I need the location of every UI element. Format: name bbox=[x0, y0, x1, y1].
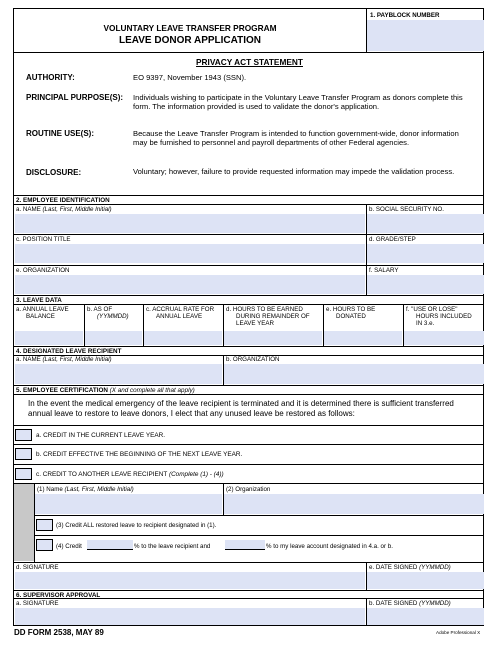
rule bbox=[14, 483, 483, 484]
annual-leave-balance-field[interactable] bbox=[15, 331, 83, 345]
privacy-bottom-rule bbox=[14, 195, 483, 196]
c4-recipient-percent-field[interactable] bbox=[87, 540, 133, 550]
employee-signature-field[interactable] bbox=[15, 572, 365, 589]
supervisor-date-field[interactable] bbox=[367, 608, 484, 625]
privacy-act-heading: PRIVACY ACT STATEMENT bbox=[196, 57, 303, 67]
ssn-field[interactable] bbox=[367, 214, 484, 233]
salary-field[interactable] bbox=[367, 275, 484, 294]
rule bbox=[14, 590, 483, 591]
ssn-label: b. SOCIAL SECURITY NO. bbox=[369, 206, 444, 213]
rule bbox=[14, 234, 483, 235]
section-3-heading: 3. LEAVE DATA bbox=[16, 297, 62, 304]
c-divider bbox=[34, 515, 483, 516]
rule bbox=[14, 346, 483, 347]
as-of-label: b. AS OF (YYMMDD) bbox=[87, 306, 129, 320]
c-divider bbox=[34, 535, 483, 536]
c4-own-account-label: % to my leave account designated in 4.a. or b. bbox=[266, 543, 393, 550]
option-c-checkbox[interactable] bbox=[15, 468, 32, 480]
c4-checkbox[interactable] bbox=[36, 539, 53, 551]
c1-name-label: (1) Name (Last, First, Middle Initial) bbox=[37, 486, 134, 493]
rule bbox=[14, 265, 483, 266]
disclosure-label: DISCLOSURE: bbox=[26, 168, 82, 177]
leave-donor-form bbox=[13, 8, 484, 626]
rule bbox=[14, 464, 483, 465]
c2-org-field[interactable] bbox=[224, 494, 484, 514]
recipient-name-field[interactable] bbox=[15, 364, 222, 384]
rule bbox=[14, 295, 483, 296]
section-4-heading: 4. DESIGNATED LEAVE RECIPIENT bbox=[16, 348, 122, 355]
hours-donated-field[interactable] bbox=[324, 331, 402, 345]
purpose-label: PRINCIPAL PURPOSE(S): bbox=[26, 93, 124, 102]
certification-statement: In the event the medical emergency of the leave recipient is terminated and it is determined there is sufficient transferred annual leave to restore to leave donors, I elect that any unused leave be restored as follows: bbox=[28, 399, 454, 418]
routine-use-text: Because the Leave Transfer Program is intended to function government-wide, donor information may be furnished to personnel and payroll departments of other Federal agencies. bbox=[133, 129, 459, 147]
position-title-field[interactable] bbox=[15, 244, 365, 263]
rule bbox=[14, 425, 483, 426]
option-a-label: a. CREDIT IN THE CURRENT LEAVE YEAR. bbox=[36, 432, 166, 439]
software-note: Adobe Professional X bbox=[436, 630, 481, 635]
disclosure-text: Voluntary; however, failure to provide requested information may impede the validation process. bbox=[133, 167, 455, 176]
accrual-rate-field[interactable] bbox=[144, 331, 222, 345]
c3-label: (3) Credit ALL restored leave to recipient designated in (1). bbox=[56, 522, 217, 529]
option-b-label: b. CREDIT EFFECTIVE THE BEGINNING OF THE NEXT LEAVE YEAR. bbox=[36, 451, 243, 458]
rule bbox=[14, 385, 483, 386]
hours-to-be-earned-field[interactable] bbox=[224, 331, 322, 345]
as-of-field[interactable] bbox=[85, 331, 142, 345]
hours-donated-label: e. HOURS TO BE DONATED bbox=[326, 306, 376, 320]
use-or-lose-label: f. "USE OR LOSE" HOURS INCLUDED IN 3.e. bbox=[406, 306, 472, 327]
form-program-title: VOLUNTARY LEAVE TRANSFER PROGRAM bbox=[103, 23, 277, 33]
section-6-heading: 6. SUPERVISOR APPROVAL bbox=[16, 592, 101, 599]
position-title-label: c. POSITION TITLE bbox=[16, 236, 71, 243]
rule bbox=[14, 598, 483, 599]
form-number: DD FORM 2538, MAY 89 bbox=[14, 628, 104, 637]
c4-credit-label: (4) Credit bbox=[56, 543, 82, 550]
employee-date-label: e. DATE SIGNED (YYMMDD) bbox=[369, 564, 451, 571]
form-title: LEAVE DONOR APPLICATION bbox=[118, 35, 262, 46]
employee-name-field[interactable] bbox=[15, 214, 365, 233]
section-2-heading: 2. EMPLOYEE IDENTIFICATION bbox=[16, 197, 110, 204]
rule bbox=[14, 562, 483, 563]
employee-name-label: a. NAME (Last, First, Middle Initial) bbox=[16, 206, 112, 213]
annual-leave-balance-label: a. ANNUAL LEAVE BALANCE bbox=[16, 306, 69, 320]
authority-text: EO 9397, November 1943 (SSN). bbox=[133, 73, 247, 82]
option-a-checkbox[interactable] bbox=[15, 429, 32, 441]
payblock-label: 1. PAYBLOCK NUMBER bbox=[370, 12, 440, 19]
shaded-margin bbox=[14, 484, 34, 561]
option-c-label: c. CREDIT TO ANOTHER LEAVE RECIPIENT (Complete (1) - (4)) bbox=[36, 471, 224, 478]
recipient-name-label: a. NAME (Last, First, Middle Initial) bbox=[16, 356, 112, 363]
rule bbox=[14, 204, 483, 205]
section-5-heading: 5. EMPLOYEE CERTIFICATION (X and complete all that apply) bbox=[16, 387, 195, 394]
salary-label: f. SALARY bbox=[369, 267, 399, 274]
payblock-number-field[interactable] bbox=[367, 20, 484, 51]
use-or-lose-field[interactable] bbox=[404, 331, 484, 345]
c2-org-label: (2) Organization bbox=[226, 486, 271, 493]
recipient-org-label: b. ORGANIZATION bbox=[226, 356, 280, 363]
c4-own-percent-field[interactable] bbox=[225, 540, 265, 550]
supervisor-date-label: b. DATE SIGNED (YYMMDD) bbox=[369, 600, 451, 607]
routine-use-label: ROUTINE USE(S): bbox=[26, 129, 94, 138]
accrual-rate-label: c. ACCRUAL RATE FOR ANNUAL LEAVE bbox=[146, 306, 215, 320]
purpose-text: Individuals wishing to participate in the Voluntary Leave Transfer Program as donors complete this form. The information provided is used to validate the donor's application. bbox=[133, 93, 463, 111]
rule bbox=[14, 444, 483, 445]
authority-label: AUTHORITY: bbox=[26, 73, 75, 82]
supervisor-signature-field[interactable] bbox=[15, 608, 365, 625]
header-bottom-rule bbox=[14, 52, 483, 53]
c4-recipient-label: % to the leave recipient and bbox=[134, 543, 211, 550]
option-b-checkbox[interactable] bbox=[15, 448, 32, 460]
c3-checkbox[interactable] bbox=[36, 519, 53, 531]
hours-to-be-earned-label: d. HOURS TO BE EARNED DURING REMAINDER OF LEAVE YEAR bbox=[226, 306, 310, 327]
organization-field[interactable] bbox=[15, 275, 365, 294]
employee-signature-label: d. SIGNATURE bbox=[16, 564, 59, 571]
c1-name-field[interactable] bbox=[35, 494, 222, 514]
supervisor-signature-label: a. SIGNATURE bbox=[16, 600, 59, 607]
employee-date-field[interactable] bbox=[367, 572, 484, 589]
grade-step-label: d. GRADE/STEP bbox=[369, 236, 416, 243]
recipient-org-field[interactable] bbox=[224, 364, 484, 384]
rule bbox=[14, 394, 483, 395]
grade-step-field[interactable] bbox=[367, 244, 484, 263]
organization-label: e. ORGANIZATION bbox=[16, 267, 70, 274]
